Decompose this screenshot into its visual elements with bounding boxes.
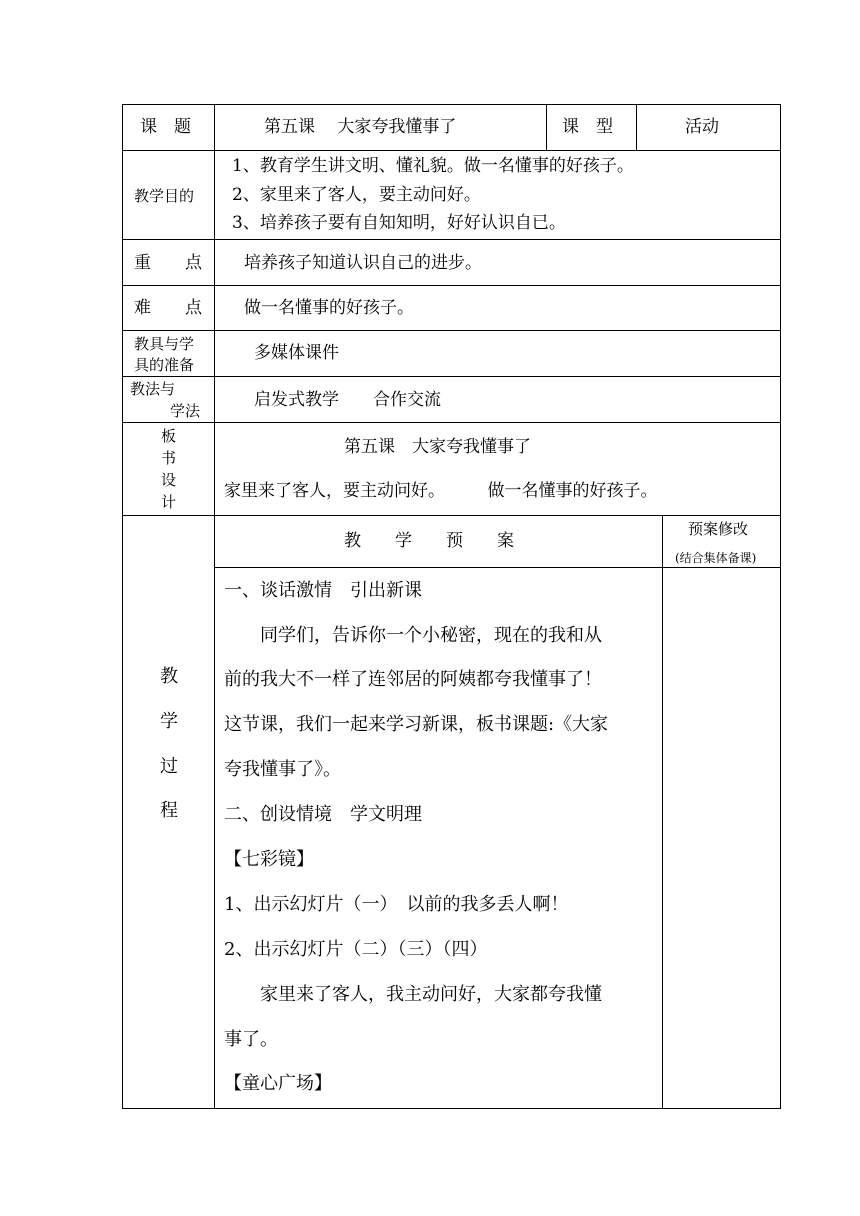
row-line-top <box>122 104 781 105</box>
type-value: 活动 <box>685 117 719 137</box>
board-label-char-3: 设 <box>161 471 177 489</box>
row-line-4 <box>122 330 781 331</box>
type-label: 课 型 <box>562 117 613 137</box>
plan-heading: 教 学 预 案 <box>344 531 514 551</box>
header-divider-2 <box>636 104 637 150</box>
goals-label: 教学目的 <box>134 187 195 205</box>
revision-column-divider <box>662 515 663 1109</box>
plan-line-1: 一、谈话激情 引出新课 <box>224 580 422 601</box>
board-label-char-1: 板 <box>161 427 177 445</box>
board-label-char-4: 计 <box>161 493 177 511</box>
label-column-divider <box>214 104 215 1109</box>
plan-line-9: 2、出示幻灯片（二）（三）（四） <box>224 939 488 960</box>
methods-label-line2: 学法 <box>170 402 201 420</box>
plan-line-8: 1、出示幻灯片（一） 以前的我多丢人啊！ <box>224 894 569 915</box>
goal-item-1: 1、教育学生讲文明、懂礼貌。做一名懂事的好孩子。 <box>232 156 634 176</box>
board-label-char-2: 书 <box>161 449 177 467</box>
process-label-char-4: 程 <box>160 800 178 821</box>
row-line-6 <box>122 422 781 423</box>
topic-label: 课 题 <box>140 117 191 137</box>
plan-line-5: 夸我懂事了》。 <box>224 759 341 780</box>
row-line-3 <box>122 285 781 286</box>
row-line-5 <box>122 376 781 377</box>
plan-line-11: 事了。 <box>224 1029 278 1050</box>
plan-line-12: 【童心广场】 <box>224 1073 332 1094</box>
process-label-char-3: 过 <box>160 756 178 777</box>
revision-heading: 预案修改 <box>688 520 749 538</box>
process-label-char-2: 学 <box>160 711 178 732</box>
difficulty-label: 难 点 <box>134 298 202 318</box>
difficulty-value: 做一名懂事的好孩子。 <box>244 298 414 318</box>
methods-label-line1: 教法与 <box>130 380 176 398</box>
row-line-7 <box>122 515 781 516</box>
tools-label-line2: 具的准备 <box>134 356 195 374</box>
goal-item-2: 2、家里来了客人，要主动问好。 <box>232 185 481 205</box>
row-line-2 <box>122 239 781 240</box>
table-border-right <box>780 104 781 1109</box>
key-point-label: 重 点 <box>134 253 202 273</box>
topic-value: 第五课 大家夸我懂事了 <box>264 117 457 137</box>
plan-line-3: 前的我大不一样了连邻居的阿姨都夸我懂事了！ <box>224 669 602 690</box>
row-line-1 <box>122 150 781 151</box>
key-point-value: 培养孩子知道认识自己的进步。 <box>244 253 482 273</box>
board-line: 家里来了客人，要主动问好。 做一名懂事的好孩子。 <box>224 481 658 501</box>
tools-label-line1: 教具与学 <box>134 335 195 353</box>
revision-note: (结合集体备课) <box>675 551 757 565</box>
board-title: 第五课 大家夸我懂事了 <box>344 437 531 457</box>
tools-value: 多媒体课件 <box>254 343 339 363</box>
plan-line-10: 家里来了客人，我主动问好，大家都夸我懂 <box>224 984 602 1005</box>
plan-line-6: 二、创设情境 学文明理 <box>224 804 422 825</box>
methods-value: 启发式教学 合作交流 <box>254 390 441 410</box>
goal-item-3: 3、培养孩子要有自知知明，好好认识自已。 <box>232 213 566 233</box>
process-label-char-1: 教 <box>160 666 178 687</box>
header-divider-1 <box>546 104 547 150</box>
row-line-bottom <box>122 1108 781 1109</box>
plan-line-4: 这节课，我们一起来学习新课，板书课题:《大家 <box>224 714 609 735</box>
plan-line-7: 【七彩镜】 <box>224 849 314 870</box>
table-border-left <box>122 104 123 1109</box>
plan-line-2: 同学们，告诉你一个小秘密，现在的我和从 <box>224 625 602 646</box>
